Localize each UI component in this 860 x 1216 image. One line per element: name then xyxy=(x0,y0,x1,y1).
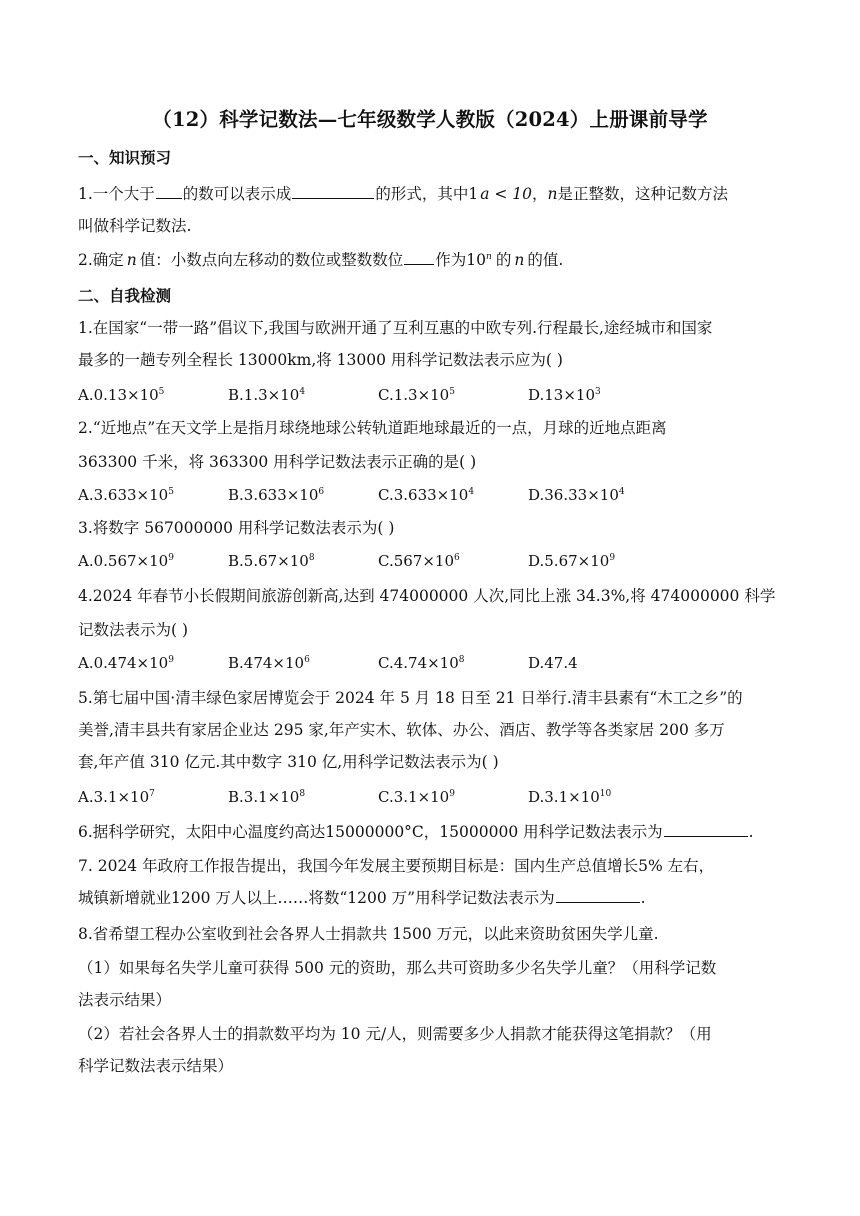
answer-blank[interactable] xyxy=(664,822,748,837)
option-b[interactable]: $B.3.1\times 10^8$ xyxy=(228,788,306,806)
option-a[interactable]: $A.3.633\times 10^5$ xyxy=(78,486,174,504)
option-b[interactable]: $B.5.67\times 10^8$ xyxy=(228,552,315,570)
question-8: 8.省希望工程办公室收到社会各界人士捐款共 1500 万元，以此来资助贫困失学儿童. xyxy=(78,925,659,943)
option-c[interactable]: $C.3.1\times 10^9$ xyxy=(378,788,455,806)
question-7-cont: 城镇新增就业1200 万人以上……将数“1200 万”用科学记数法表示为 . xyxy=(78,889,646,907)
option-b[interactable]: $B.474\times 10^6$ xyxy=(228,654,310,672)
page-title: （12）科学记数法—七年级数学人教版（2024）上册课前导学 xyxy=(152,108,708,131)
option-c[interactable]: $C.1.3\times 10^5$ xyxy=(378,386,455,404)
option-a[interactable]: $A.3.1\times 10^7$ xyxy=(78,788,155,806)
section-self-check: 二、自我检测 xyxy=(78,286,172,305)
question-4: 4.2024 年春节小长假期间旅游创新高,达到 474000000 人次,同比上涨 34.3%,将 474000000 科学 xyxy=(78,587,776,605)
question-2-cont: 363300 千米，将 363300 用科学记数法表示正确的是( ) xyxy=(78,453,477,471)
option-a[interactable]: $A.0.474\times 10^9$ xyxy=(78,654,174,672)
option-d[interactable]: $D.36.33\times 10^4$ xyxy=(528,486,625,504)
option-d[interactable]: $D.5.67\times 10^9$ xyxy=(528,552,616,570)
option-d[interactable]: D.47.4 xyxy=(528,654,578,672)
question-6: 6.据科学研究，太阳中心温度约高达15000000°C，15000000 用科学记数法表示为 . xyxy=(78,823,754,841)
option-b[interactable]: $B.3.633\times 10^6$ xyxy=(228,486,325,504)
option-a[interactable]: $A.0.13\times 10^5$ xyxy=(78,386,165,404)
question-1-cont: 最多的一趟专列全程长 13000km,将 13000 用科学记数法表示应为( ) xyxy=(78,351,563,369)
option-d[interactable]: $D.13\times 10^3$ xyxy=(528,386,601,404)
question-8-part-2: （2）若社会各界人士的捐款数平均为 10 元/人，则需要多少人捐款才能获得这笔捐款？（用 xyxy=(78,1025,712,1043)
question-8-part-1: （1）如果每名失学儿童可获得 500 元的资助，那么共可资助多少名失学儿童？（用科学记数 xyxy=(78,959,717,977)
option-c[interactable]: $C.3.633\times 10^4$ xyxy=(378,486,475,504)
section-knowledge-preview: 一、知识预习 xyxy=(78,148,172,167)
option-c[interactable]: $C.567\times 10^6$ xyxy=(378,552,460,570)
question-7: 7. 2024 年政府工作报告提出，我国今年发展主要预期目标是：国内生产总值增长5% 左右， xyxy=(78,857,715,875)
question-8-part-2-cont: 科学记数法表示结果） xyxy=(78,1057,234,1075)
answer-blank[interactable] xyxy=(556,888,640,903)
knowledge-item-1-cont: 叫做科学记数法. xyxy=(78,217,192,235)
answer-blank[interactable] xyxy=(292,184,374,199)
option-c[interactable]: $C.4.74\times 10^8$ xyxy=(378,654,465,672)
option-a[interactable]: $A.0.567\times 10^9$ xyxy=(78,552,174,570)
answer-blank[interactable] xyxy=(404,250,434,265)
question-2: 2.“近地点”在天文学上是指月球绕地球公转轨道距地球最近的一点，月球的近地点距离 xyxy=(78,419,667,437)
question-5: 5.第七届中国·清丰绿色家居博览会于 2024 年 5 月 18 日至 21 日举行.清丰县素有“木工之乡”的 xyxy=(78,689,743,707)
answer-blank[interactable] xyxy=(156,184,182,199)
option-b[interactable]: $B.1.3\times 10^4$ xyxy=(228,386,306,404)
question-8-part-1-cont: 法表示结果） xyxy=(78,991,172,1009)
question-1: 1.在国家“一带一路”倡议下,我国与欧洲开通了互利互惠的中欧专列.行程最长,途经城市和国家 xyxy=(78,319,713,337)
option-d[interactable]: $D.3.1\times 10^{10}$ xyxy=(528,788,612,806)
question-3: 3.将数字 567000000 用科学记数法表示为( ) xyxy=(78,519,395,537)
question-5-cont: 美誉,清丰县共有家居企业达 295 家,年产实木、软体、办公、酒店、教学等各类家居 200 多万 xyxy=(78,721,725,739)
question-5-cont2: 套,年产值 310 亿元.其中数字 310 亿,用科学记数法表示为( ) xyxy=(78,753,499,771)
question-4-cont: 记数法表示为( ) xyxy=(78,621,189,639)
knowledge-item-1: 1.一个大于 的数可以表示成 的形式，其中1 a < 10，n是正整数，这种记数方法 xyxy=(78,185,729,203)
knowledge-item-2: 2.确定 n 值：小数点向左移动的数位或整数数位 作为10$^n$ 的 n 的值. xyxy=(78,251,564,269)
